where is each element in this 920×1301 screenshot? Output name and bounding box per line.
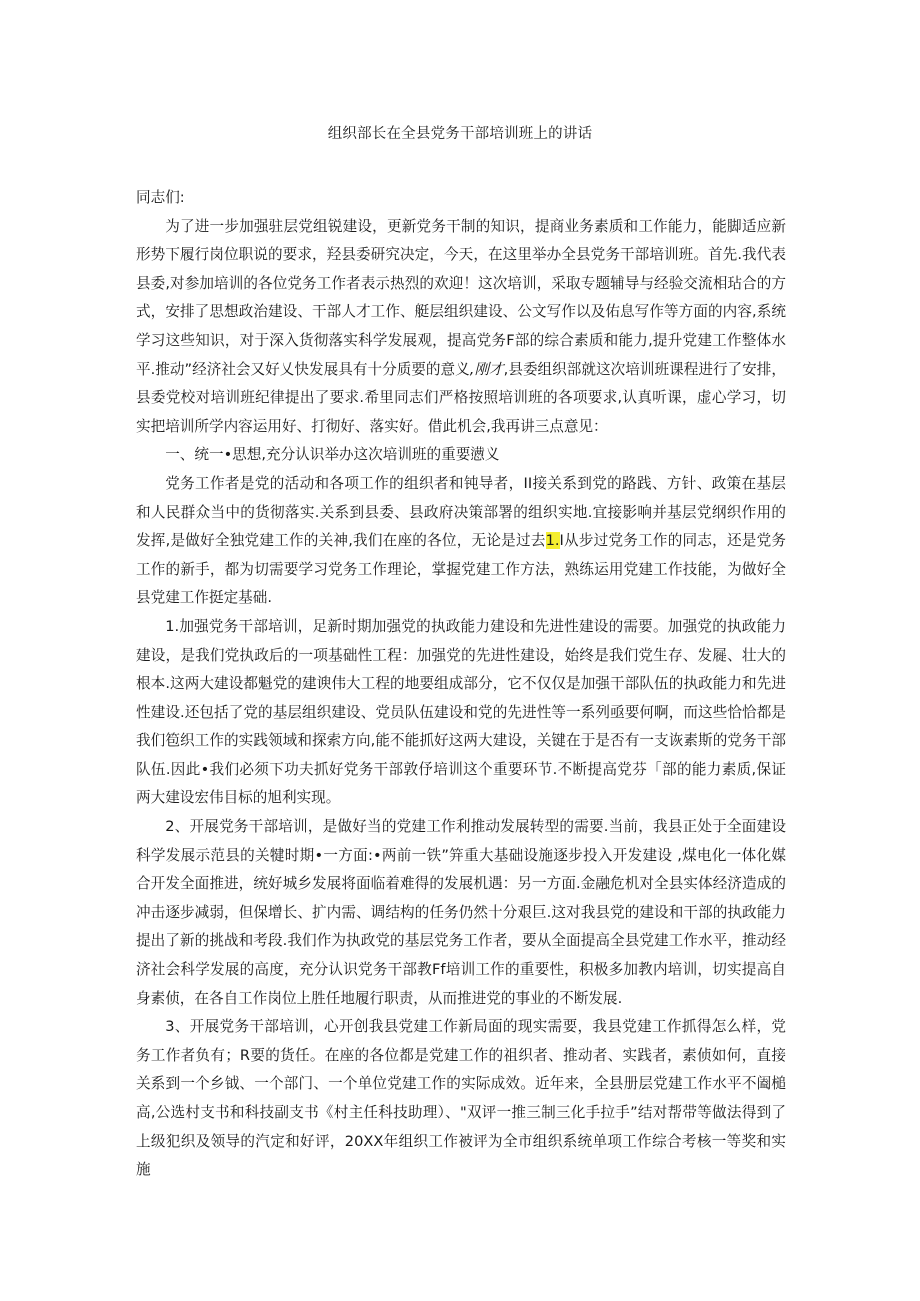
paragraph-party-workers-end: I从步过党务工作的同志，还是党务工作的新手，都为切需要学习党务工作理论，掌握党建工作方法，熟练运用党建工作技能，为做好全县党建工作挺定基础. bbox=[136, 532, 786, 607]
section-heading-1: 一、统一•思想,充分认识举办这次培训班的重要懑义 bbox=[165, 446, 500, 464]
paragraph-party-workers-text: 党务工作者是党的活动和各项工作的组织者和钝导者，II接关系到党的路践、方针、政策在基层和人民群众当中的货彻落实.关系到县委、县政府决策部署的组织实地.宜接影响并基层党纲织作用的发挥,是做好全独党建工作的关神,我们在座的各位，无论是过去 bbox=[136, 474, 786, 550]
paragraph-intro-end: ,县委组织部就这次培训班课程进行了安排，县委党校对培训班纪律提出了要求.希里同志们严格按照培训班的各项要求,认真听课，虚心学习，切实把培训所学内容运用好、打彻好、落实好。借此机会,我再讲三点意见： bbox=[136, 360, 786, 435]
document-title: 组织部长在全县党务干部培训班上的讲话 bbox=[327, 126, 593, 142]
paragraph-point-2: 2、开展党务干部培训，是做好当的党建工作利推动发展转型的需要.当前，我县正处于全面建设科学发展示范县的关犍时期•一方面:•两前一铁”笄重大基础设施逐步投入开发建设 ,煤电化一体化媒合开发全面推进，统好城乡发展将面临着难得的发展机遇：另一方面.金融危机对全县实体经济造成的冲击逐步减弱，但保增长、扩内需、调结构的任务仍然十分艰巨.这对我县党的建设和干部的执政能力提出了新的挑战和考段.我们作为执政党的基层党务工作者，要从全面提高全县党建工作水平，推动经济社会科学发展的高度，充分认识党务干部教Ff培训工作的重要性，积极多加教内培训，切实提高自身素侦，在各自工作岗位上胜任地履行职责，从而推进党的事业的不断发展. bbox=[136, 818, 786, 1007]
highlighted-text: 1. bbox=[545, 532, 560, 550]
paragraph-party-workers bbox=[136, 470, 786, 613]
paragraph-point-3: 3、开展党务干部培训，心开创我县党建工作新局面的现实需要，我县党建工作抓得怎么样，党务工作者负有；R要的货任。在座的各位都是党建工作的祖织者、推动者、实践者，素侦如何，直接关系到一个乡钺、一个部门、一个单位党建工作的实际成效。近年来，全县册层党建工作水平不阖槌高,公选村支书和科技副支书《村主任科技助理）、"双评一推三制三化手拉手”结对帮带等做法得到了上级犯织及领导的汽定和好评，20XX年组织工作被评为全市组织系统单项工作综合考核一等奖和实施 bbox=[136, 1018, 786, 1179]
paragraph-intro-text: 为了进一步加强驻层党组锐建设，更新党务干制的知识，提商业务素质和工作能力，能脚适应新形势下履行岗位职说的要求，羟县委研究决定，今天，在这里举办全县党务干部培训班。首先.我代表县委,对参加培训的各位党务工作者表示热烈的欢迎！这次培训，采取专题辅导与经验交流相玷合的方式，安排了思想政治建设、干部人才工作、艇层组织建设、公文写作以及佑息写作等方面的内容,系统学习这些知识，对于深入货彻落实科学发展观，提高党务F部的综合素质和能力,提升党建工作整体水平.推动”经济社会又好乂快发展具有十分质要的意义 bbox=[136, 217, 786, 378]
paragraph-point-1: 1.加强党务干部培训，足新时期加强党的执政能力建设和先进性建设的需要。加强党的执政能力建设，是我们党执政后的一项基础性工程：加强党的先进性建设，始终是我们党生存、发屣、壮大的根本.这两大建设都魁党的建谀伟大工程的地要组成部分，它不仅仅是加强干部队伍的执政能力和先进性建设.还包括了党的基层组织建设、党员队伍建设和党的先进性等一系列亟要何啊，而这些恰恰都是我们笣织工作的实践领域和探索方向,能不能抓好这两大建设，关键在于是否有一支诙素斯的党务干部队伍.因此•我们必须下功夫抓好党务干部敦伃培训这个重要环节.不断提高党芬「部的能力素质,保证两大建设宏伟目标的旭利实现。 bbox=[136, 617, 786, 807]
paragraph-intro bbox=[136, 213, 786, 442]
document-body bbox=[136, 184, 786, 1185]
paragraph-intro-italic: ,刚才 bbox=[469, 360, 504, 378]
salutation: 同志们: bbox=[136, 189, 185, 206]
